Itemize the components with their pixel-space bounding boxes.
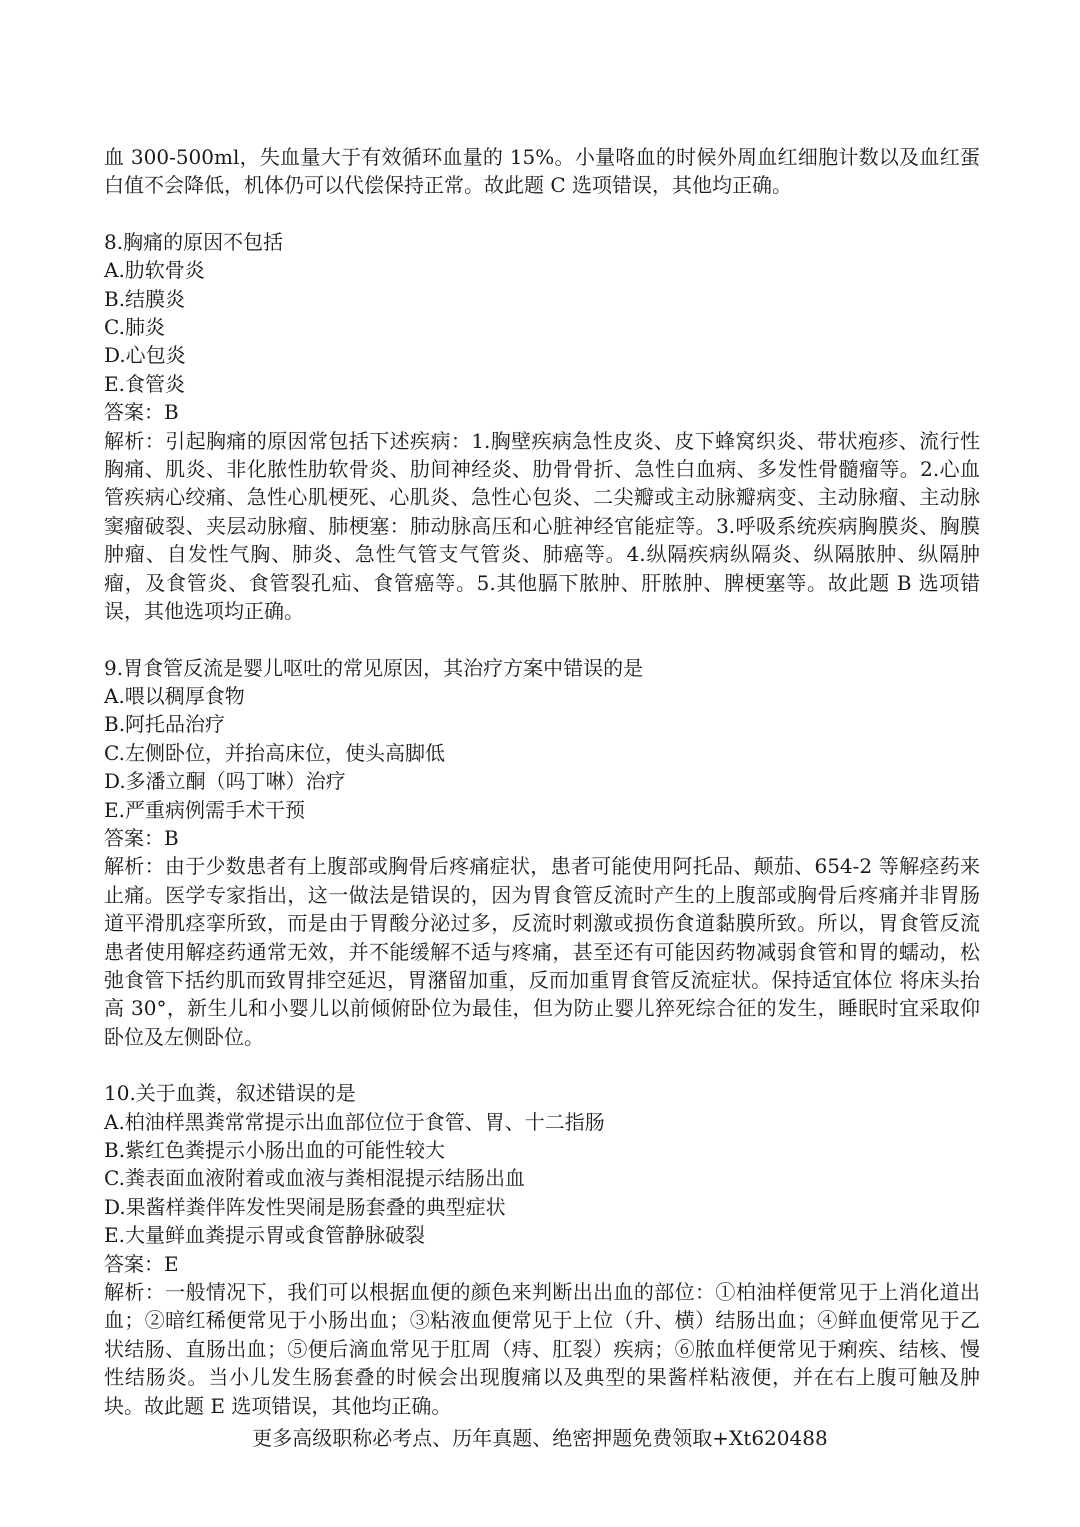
option-e: E.大量鲜血粪提示胃或食管静脉破裂 — [104, 1223, 425, 1248]
option-e: E.严重病例需手术干预 — [104, 797, 305, 822]
option-d: D.多潘立酮（吗丁啉）治疗 — [104, 769, 346, 794]
question-stem: 9.胃食管反流是婴儿呕吐的常见原因，其治疗方案中错误的是 — [104, 655, 644, 680]
question-stem: 10.关于血粪，叙述错误的是 — [104, 1081, 356, 1106]
question-9 — [104, 654, 980, 1052]
option-c: C.左侧卧位，并抬高床位，使头高脚低 — [104, 740, 445, 765]
answer: 答案：B — [104, 400, 179, 425]
option-c: C.肺炎 — [104, 315, 165, 340]
intro-paragraph: 血 300-500ml，失血量大于有效循环血量的 15%。小量咯血的时候外周血红细胞计数以及血红蛋白值不会降低，机体仍可以代偿保持正常。故此题 C 选项错误，其他均正确。 — [104, 145, 980, 198]
option-b: B.紫红色粪提示小肠出血的可能性较大 — [104, 1138, 446, 1162]
analysis: 解析：引起胸痛的原因常包括下述疾病：1.胸壁疾病急性皮炎、皮下蜂窝织炎、带状疱疹、流行性胸痛、肌炎、非化脓性肋软骨炎、肋间神经炎、肋骨骨折、急性白血病、多发性骨髓瘤等。2.心血管疾病心绞痛、急性心肌梗死、心肌炎、急性心包炎、二尖瓣或主动脉瓣病变、主动脉瘤、主动脉窦瘤破裂、夹层动脉瘤、肺梗塞：肺动脉高压和心脏神经官能症等。3.呼吸系统疾病胸膜炎、胸膜肿瘤、自发性气胸、肺炎、急性气管支气管炎、肺癌等。4.纵隔疾病纵隔炎、纵隔脓肿、纵隔肿瘤，及食管炎、食管裂孔疝、食管癌等。5.其他膈下脓肿、肝脓肿、脾梗塞等。故此题 B 选项错误，其他选项均正确。 — [104, 428, 980, 624]
option-a: A.肋软骨炎 — [104, 258, 205, 283]
answer: 答案：B — [104, 825, 179, 850]
option-e: E.食管炎 — [104, 371, 185, 396]
question-stem: 8.胸痛的原因不包括 — [104, 229, 284, 254]
footer-promo-text: 更多高级职称必考点、历年真题、绝密押题免费领取+Xt620488 — [252, 1426, 828, 1450]
option-c: C.粪表面血液附着或血液与粪相混提示结肠出血 — [104, 1166, 525, 1191]
document-body — [104, 143, 980, 1420]
option-d: D.果酱样粪伴阵发性哭闹是肠套叠的典型症状 — [104, 1194, 506, 1219]
option-b: B.结膜炎 — [104, 286, 186, 311]
option-d: D.心包炎 — [104, 343, 186, 368]
analysis: 解析：由于少数患者有上腹部或胸骨后疼痛症状，患者可能使用阿托品、颠茄、654-2 等解痉药来止痛。医学专家指出，这一做法是错误的，因为胃食管反流时产生的上腹部或胸骨后疼痛并非胃肠道平滑肌痉挛所致，而是由于胃酸分泌过多，反流时刺激或损伤食道黏膜所致。所以，胃食管反流患者使用解痉药通常无效，并不能缓解不适与疼痛，甚至还有可能因药物减弱食管和胃的蠕动，松弛食管下括约肌而致胃排空延迟，胃潴留加重，反而加重胃食管反流症状。保持适宜体位 将床头抬高 30°，新生儿和小婴儿以前倾俯卧位为最佳，但为防止婴儿猝死综合征的发生，睡眠时宜采取仰卧位及左侧卧位。 — [104, 854, 980, 1049]
answer: 答案：E — [104, 1251, 179, 1276]
option-a: A.柏油样黑粪常常提示出血部位位于食管、胃、十二指肠 — [104, 1109, 605, 1134]
option-a: A.喂以稠厚食物 — [104, 683, 245, 708]
question-8 — [104, 228, 980, 626]
question-10 — [104, 1079, 980, 1420]
option-b: B.阿托品治疗 — [104, 712, 226, 737]
analysis: 解析：一般情况下，我们可以根据血便的颜色来判断出出血的部位：①柏油样便常见于上消化道出血；②暗红稀便常见于小肠出血；③粘液血便常见于上位（升、横）结肠出血；④鲜血便常见于乙状结肠、直肠出血；⑤便后滴血常见于肛周（痔、肛裂）疾病；⑥脓血样便常见于痢疾、结核、慢性结肠炎。当小儿发生肠套叠的时候会出现腹痛以及典型的果酱样粘液便，并在右上腹可触及肿块。故此题 E 选项错误，其他均正确。 — [104, 1280, 980, 1418]
